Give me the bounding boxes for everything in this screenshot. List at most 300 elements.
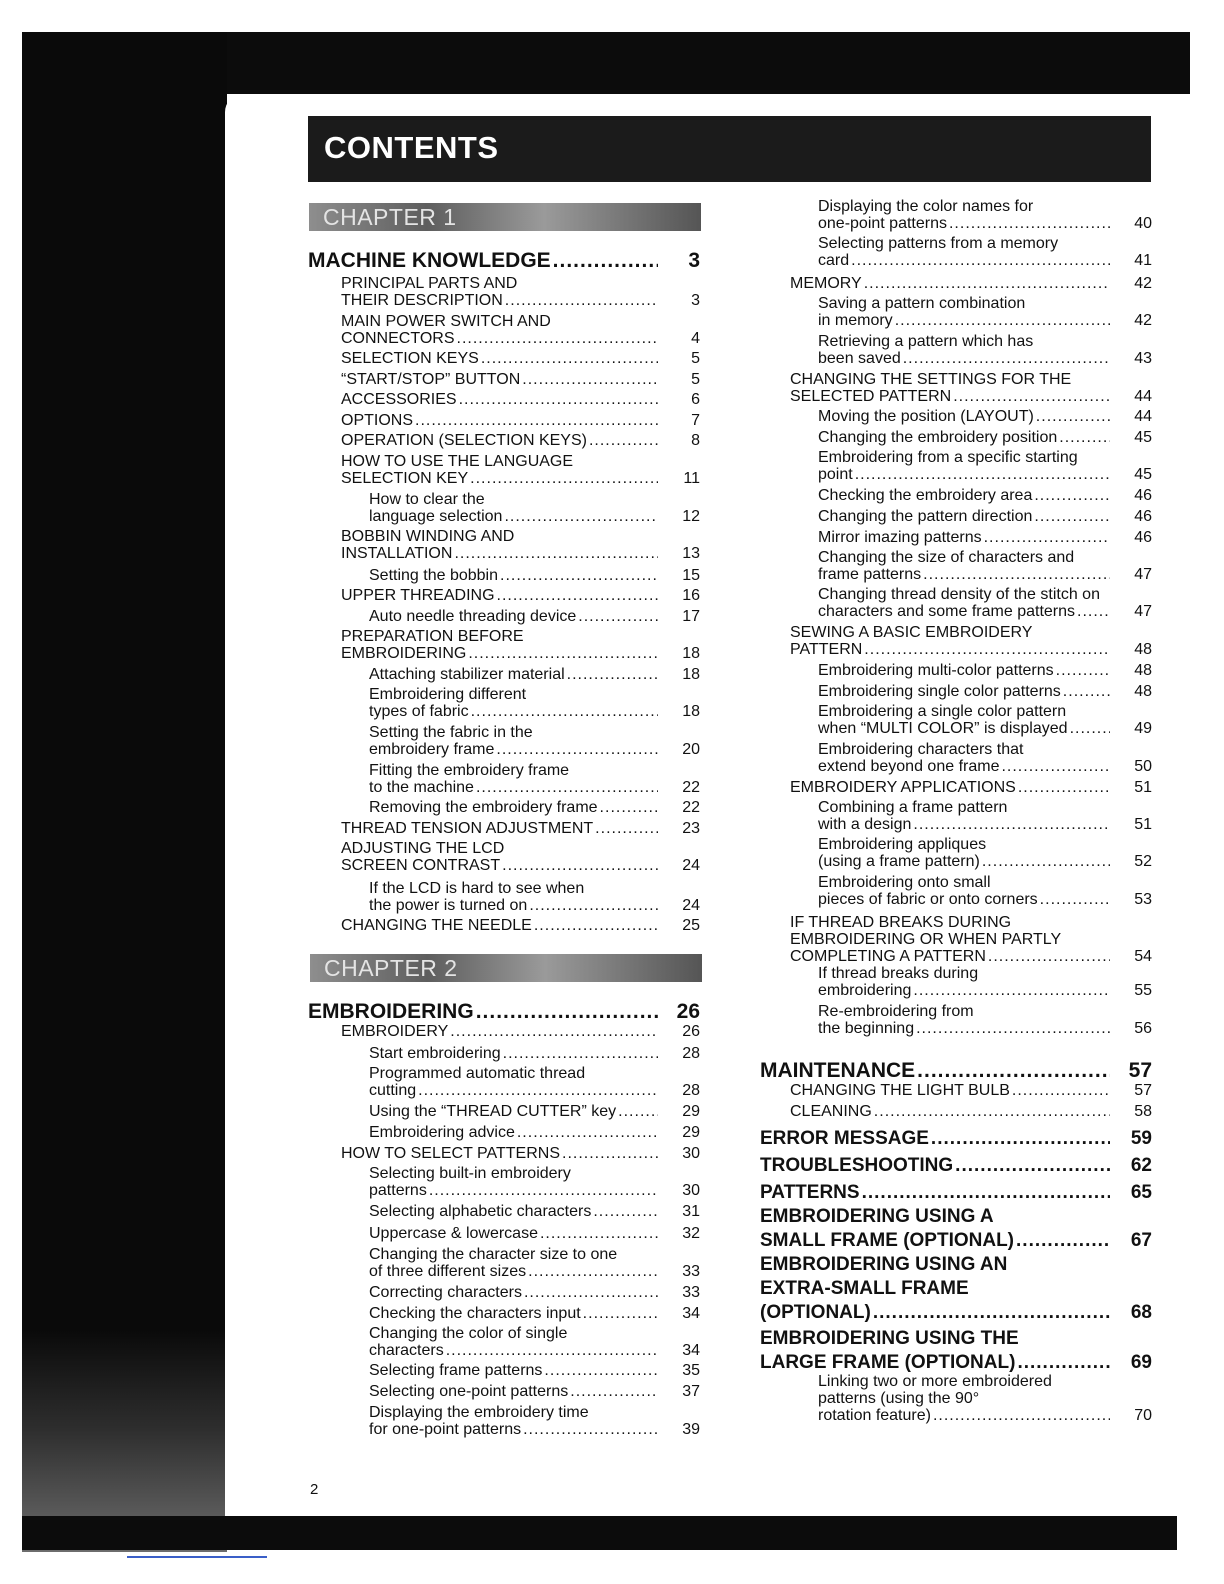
toc-page-number: 32 [682,1225,700,1242]
toc-entry-title: Combining a frame pattern [818,799,1008,816]
toc-entry-title: Embroidering a single color pattern [818,703,1067,720]
toc-entry[interactable] [818,235,1152,269]
toc-entry-title: patterns (using the 90° [818,1390,980,1407]
dot-leader [523,1421,658,1438]
scan-border-bottom [22,1516,1177,1550]
toc-page-number: 47 [1134,603,1152,620]
toc-entry[interactable] [341,275,700,309]
toc-entry-title: Uppercase & lowercase [369,1225,538,1242]
toc-entry-title: Embroidering from a specific starting [818,449,1078,466]
dot-leader [931,1127,1110,1151]
toc-entry-title: CHANGING THE NEEDLE [341,917,532,934]
toc-entry-title: SMALL FRAME (OPTIONAL) [760,1230,1015,1251]
toc-page-number: 47 [1134,566,1152,583]
toc-entry[interactable] [760,1059,1152,1082]
toc-page-number: 46 [1134,487,1152,504]
toc-entry-title: language selection [369,508,503,525]
dot-leader [593,1203,658,1220]
toc-entry[interactable] [369,1065,700,1099]
toc-page-number: 48 [1134,683,1152,700]
dot-leader [1077,603,1110,620]
toc-entry[interactable] [760,1127,1152,1151]
toc-entry-title: EMBROIDERING [308,1000,474,1023]
dot-leader [470,470,658,487]
toc-entry[interactable] [308,249,700,272]
toc-entry-title: Embroidering advice [369,1124,515,1141]
toc-entry-title: SCREEN CONTRAST [341,857,501,874]
toc-entry-title: Changing the color of single [369,1325,568,1342]
toc-page-number: 37 [682,1383,700,1400]
toc-entry-title: ERROR MESSAGE [760,1128,929,1149]
toc-entry[interactable] [369,1165,700,1199]
toc-page-number: 30 [682,1182,700,1199]
toc-entry-title: Re-embroidering from [818,1003,974,1020]
toc-entry-title: EMBROIDERING [341,645,467,662]
toc-entry-title: been saved [818,350,901,367]
dot-leader [450,1023,658,1040]
toc-entry[interactable] [818,741,1152,775]
toc-entry[interactable] [790,275,1152,292]
scan-edge-mark [127,1556,267,1558]
toc-entry[interactable] [760,1327,1152,1375]
toc-page-number: 65 [1130,1182,1152,1203]
toc-page-number: 5 [691,350,700,367]
toc-entry-title: THREAD TENSION ADJUSTMENT [341,820,594,837]
toc-entry[interactable] [818,198,1152,232]
toc-entry[interactable] [341,313,700,347]
toc-page-number: 33 [682,1284,700,1301]
toc-entry-title: EMBROIDERING USING AN [760,1254,1008,1275]
toc-page-number: 57 [1128,1059,1152,1082]
toc-entry-title: Retrieving a pattern which has [818,333,1034,350]
toc-entry[interactable] [790,914,1152,965]
toc-entry[interactable] [818,874,1152,908]
toc-entry-title: ACCESSORIES [341,391,457,408]
toc-entry-title: patterns [369,1182,427,1199]
toc-page-number: 26 [682,1023,700,1040]
toc-entry-title: Mirror imazing patterns [818,529,982,546]
toc-page-number: 62 [1130,1155,1152,1176]
toc-page-number: 24 [682,857,700,874]
scan-border-left [22,32,227,1552]
toc-entry-title: characters and some frame patterns [818,603,1076,620]
dot-leader [504,508,658,525]
toc-page-number: 55 [1134,982,1152,999]
dot-leader [1016,1229,1110,1253]
dot-leader [553,250,658,272]
dot-leader [1018,779,1110,796]
toc-entry-title: If the LCD is hard to see when [369,880,585,897]
toc-entry-title: SEWING A BASIC EMBROIDERY [790,624,1033,641]
toc-entry[interactable] [341,528,700,562]
toc-page-number: 48 [1134,662,1152,679]
dot-leader [454,545,658,562]
toc-entry-title: Correcting characters [369,1284,522,1301]
toc-entry-title: EMBROIDERING OR WHEN PARTLY [790,931,1062,948]
dot-leader [1059,429,1110,446]
toc-entry[interactable] [341,371,700,388]
toc-page-number: 52 [1134,853,1152,870]
page-number: 2 [310,1481,319,1498]
dot-leader [503,1045,658,1062]
dot-leader [578,608,658,625]
toc-entry[interactable] [341,1023,700,1040]
toc-entry-title: Embroidering single color patterns [818,683,1061,700]
toc-entry-title: pieces of fabric or onto corners [818,891,1038,908]
toc-entry[interactable] [818,529,1152,546]
toc-page-number: 40 [1134,215,1152,232]
dot-leader [497,587,658,604]
toc-entry-title: with a design [818,816,912,833]
toc-entry[interactable] [818,333,1152,367]
dot-leader [562,1145,658,1162]
toc-entry-title: Changing the embroidery position [818,429,1058,446]
toc-page-number: 34 [682,1342,700,1359]
toc-entry[interactable] [790,624,1152,658]
toc-entry[interactable] [790,779,1152,796]
toc-entry[interactable] [341,917,700,934]
dot-leader [459,391,658,408]
toc-page-number: 44 [1134,388,1152,405]
toc-entry-title: Selecting patterns from a memory [818,235,1059,252]
toc-entry-title: Embroidering appliques [818,836,987,853]
toc-entry-title: COMPLETING A PATTERN [790,948,986,965]
toc-entry[interactable] [369,1103,700,1120]
dot-leader [618,1103,658,1120]
toc-entry-title: “START/STOP” BUTTON [341,371,521,388]
toc-entry-title: Saving a pattern combination [818,295,1026,312]
toc-entry-title: Checking the embroidery area [818,487,1033,504]
dot-leader [982,853,1110,870]
toc-entry[interactable] [341,628,700,662]
toc-page-number: 45 [1134,466,1152,483]
toc-entry-title: Selecting one-point patterns [369,1383,569,1400]
chapter-1-bar [309,203,701,231]
dot-leader [1017,1351,1110,1375]
dot-leader [1040,891,1110,908]
toc-page-number: 30 [682,1145,700,1162]
dot-leader [505,292,658,309]
toc-entry[interactable] [760,1205,1152,1253]
toc-entry-title: LARGE FRAME (OPTIONAL) [760,1352,1016,1373]
toc-entry-title: Changing the character size to one [369,1246,618,1263]
toc-entry[interactable] [818,1373,1152,1424]
dot-leader [1036,408,1110,425]
dot-leader [864,275,1110,292]
toc-entry-title: PRINCIPAL PARTS AND [341,275,518,292]
chapter-2-bar [310,954,702,982]
toc-entry-title: Selecting frame patterns [369,1362,543,1379]
toc-page-number: 25 [682,917,700,934]
toc-page-number: 18 [682,703,700,720]
chapter-1-label: CHAPTER 1 [323,204,457,230]
toc-entry[interactable] [341,350,700,367]
dot-leader [446,1342,658,1359]
dot-leader [418,1082,658,1099]
toc-entry-title: PATTERNS [760,1182,860,1203]
toc-entry-title: characters [369,1342,444,1359]
dot-leader [544,1362,658,1379]
toc-entry[interactable] [369,1305,700,1322]
toc-page-number: 45 [1134,429,1152,446]
dot-leader [534,917,658,934]
toc-page-number: 17 [682,608,700,625]
toc-page-number: 6 [691,391,700,408]
toc-entry-title: CLEANING [790,1103,872,1120]
toc-entry[interactable] [341,1145,700,1162]
dot-leader [567,666,658,683]
toc-entry[interactable] [790,1082,1152,1099]
dot-leader [864,641,1110,658]
toc-entry-title: HOW TO SELECT PATTERNS [341,1145,560,1162]
toc-entry[interactable] [341,432,700,449]
toc-entry-title: If thread breaks during [818,965,979,982]
toc-entry[interactable] [341,840,700,874]
toc-entry-title: PREPARATION BEFORE [341,628,524,645]
toc-entry-title: point [818,466,853,483]
toc-entry-title: Start embroidering [369,1045,501,1062]
toc-entry[interactable] [818,662,1152,679]
toc-page-number: 22 [682,779,700,796]
toc-entry[interactable] [369,1383,700,1400]
toc-entry[interactable] [818,1003,1152,1037]
toc-page-number: 70 [1134,1407,1152,1424]
toc-entry-title: ADJUSTING THE LCD [341,840,505,857]
toc-entry[interactable] [341,587,700,604]
toc-page-number: 13 [682,545,700,562]
contents-banner [308,116,1151,182]
dot-leader [1063,683,1110,700]
toc-entry-title: EMBROIDERING USING A [760,1206,994,1227]
toc-entry[interactable] [369,880,700,914]
dot-leader [429,1182,658,1199]
dot-leader [522,371,658,388]
toc-entry[interactable] [818,586,1152,620]
dot-leader [917,1060,1110,1082]
dot-leader [502,857,658,874]
dot-leader [913,982,1110,999]
toc-entry[interactable] [369,1284,700,1301]
toc-entry-title: MAIN POWER SWITCH AND [341,313,551,330]
dot-leader [895,312,1110,329]
toc-entry-title: SELECTION KEYS [341,350,479,367]
toc-entry[interactable] [818,965,1152,999]
toc-entry[interactable] [308,1000,700,1023]
dot-leader [468,645,658,662]
toc-page-number: 50 [1134,758,1152,775]
toc-entry-title: for one-point patterns [369,1421,522,1438]
toc-entry-title: card [818,252,850,269]
toc-page-number: 69 [1130,1352,1152,1373]
toc-page-number: 34 [682,1305,700,1322]
toc-entry[interactable] [369,1362,700,1379]
toc-entry-title: CONNECTORS [341,330,455,347]
toc-entry-title: (using a frame pattern) [818,853,980,870]
toc-entry-title: CHANGING THE SETTINGS FOR THE [790,371,1072,388]
toc-entry[interactable] [369,491,700,525]
toc-entry-title: Embroidering different [369,686,527,703]
toc-entry[interactable] [818,295,1152,329]
dot-leader [955,1154,1110,1178]
toc-entry-title: embroidering [818,982,912,999]
toc-entry[interactable] [760,1181,1152,1205]
toc-page-number: 46 [1134,508,1152,525]
dot-leader [949,215,1110,232]
toc-page-number: 46 [1134,529,1152,546]
dot-leader [524,1284,658,1301]
toc-entry-title: types of fabric [369,703,469,720]
toc-page-number: 26 [676,1000,700,1023]
toc-entry-title: SELECTION KEY [341,470,469,487]
dot-leader [1001,758,1110,775]
page-title: CONTENTS [324,130,499,165]
toc-entry[interactable] [818,508,1152,525]
toc-entry[interactable] [369,1246,700,1280]
dot-leader [923,566,1110,583]
toc-page-number: 18 [682,666,700,683]
toc-entry-title: EMBROIDERY APPLICATIONS [790,779,1016,796]
toc-entry[interactable] [790,1103,1152,1120]
toc-entry[interactable] [369,608,700,625]
toc-page-number: 28 [682,1082,700,1099]
toc-entry[interactable] [369,799,700,816]
toc-page-number: 5 [691,371,700,388]
dot-leader [595,820,658,837]
toc-entry-title: BOBBIN WINDING AND [341,528,515,545]
toc-entry-title: Embroidering multi-color patterns [818,662,1054,679]
toc-page-number: 54 [1134,948,1152,965]
dot-leader [1034,487,1110,504]
dot-leader [953,388,1110,405]
toc-page-number: 29 [682,1124,700,1141]
toc-entry-title: frame patterns [818,566,922,583]
toc-entry[interactable] [369,1404,700,1438]
toc-entry-title: when “MULTI COLOR” is displayed [818,720,1068,737]
toc-entry[interactable] [818,429,1152,446]
dot-leader [988,948,1110,965]
toc-entry[interactable] [818,487,1152,504]
toc-entry[interactable] [369,1045,700,1062]
toc-entry-title: MAINTENANCE [760,1059,916,1082]
toc-entry[interactable] [341,453,700,487]
dot-leader [540,1225,658,1242]
toc-entry[interactable] [369,1203,700,1220]
toc-page-number: 7 [691,412,700,429]
toc-entry[interactable] [369,1225,700,1242]
toc-entry-title: Displaying the color names for [818,198,1034,215]
dot-leader [496,741,658,758]
dot-leader [873,1301,1110,1325]
toc-entry-title: cutting [369,1082,417,1099]
toc-entry[interactable] [818,836,1152,870]
toc-page-number: 53 [1134,891,1152,908]
toc-entry[interactable] [790,371,1152,405]
toc-entry-title: of three different sizes [369,1263,527,1280]
toc-entry-title: Embroidering characters that [818,741,1024,758]
toc-entry-title: IF THREAD BREAKS DURING [790,914,1012,931]
toc-entry-title: OPTIONS [341,412,414,429]
toc-entry-title: CHANGING THE LIGHT BULB [790,1082,1010,1099]
toc-page-number: 3 [691,292,700,309]
chapter-2-label: CHAPTER 2 [324,955,458,981]
toc-entry[interactable] [760,1253,1152,1325]
toc-entry[interactable] [369,1124,700,1141]
dot-leader [1056,662,1110,679]
toc-entry-title: MEMORY [790,275,862,292]
toc-entry-title: SELECTED PATTERN [790,388,952,405]
toc-page-number: 43 [1134,350,1152,367]
toc-entry[interactable] [341,412,700,429]
dot-leader [476,779,658,796]
toc-entry-title: Removing the embroidery frame [369,799,598,816]
toc-entry[interactable] [369,724,700,758]
toc-entry[interactable] [369,1325,700,1359]
dot-leader [457,330,659,347]
toc-entry-title: Displaying the embroidery time [369,1404,589,1421]
dot-leader [862,1181,1110,1205]
toc-entry[interactable] [369,762,700,796]
dot-leader [1034,508,1110,525]
toc-entry-title: EMBROIDERING USING THE [760,1328,1019,1349]
dot-leader [500,567,658,584]
toc-page-number: 59 [1130,1128,1152,1149]
toc-page-number: 44 [1134,408,1152,425]
toc-page-number: 58 [1134,1103,1152,1120]
dot-leader [589,432,658,449]
toc-page-number: 20 [682,741,700,758]
toc-entry-title: Embroidering onto small [818,874,991,891]
toc-entry[interactable] [818,703,1152,737]
dot-leader [916,1020,1110,1037]
toc-entry-title: Attaching stabilizer material [369,666,565,683]
toc-entry[interactable] [818,449,1152,483]
dot-leader [528,1263,658,1280]
toc-entry-title: to the machine [369,779,474,796]
toc-entry-title: rotation feature) [818,1407,931,1424]
toc-entry[interactable] [818,408,1152,425]
dot-leader [517,1124,658,1141]
dot-leader [570,1383,658,1400]
dot-leader [583,1305,658,1322]
toc-page-number: 41 [1134,252,1152,269]
toc-page-number: 42 [1134,275,1152,292]
toc-entry[interactable] [341,820,700,837]
toc-entry[interactable] [818,799,1152,833]
toc-entry-title: the power is turned on [369,897,528,914]
toc-page-number: 67 [1130,1230,1152,1251]
toc-entry[interactable] [818,683,1152,700]
toc-page-number: 49 [1134,720,1152,737]
toc-page-number: 29 [682,1103,700,1120]
toc-entry[interactable] [369,666,700,683]
dot-leader [476,1001,658,1023]
dot-leader [851,252,1110,269]
dot-leader [481,350,658,367]
toc-entry-title: TROUBLESHOOTING [760,1155,954,1176]
toc-page-number: 8 [691,432,700,449]
toc-entry[interactable] [341,391,700,408]
toc-entry[interactable] [369,686,700,720]
toc-page-number: 23 [682,820,700,837]
toc-entry[interactable] [818,549,1152,583]
toc-entry[interactable] [369,567,700,584]
toc-entry[interactable] [760,1154,1152,1178]
toc-entry-title: in memory [818,312,893,329]
toc-entry-title: Programmed automatic thread [369,1065,586,1082]
toc-page-number: 16 [682,587,700,604]
toc-page-number: 12 [682,508,700,525]
toc-entry-title: PATTERN [790,641,863,658]
